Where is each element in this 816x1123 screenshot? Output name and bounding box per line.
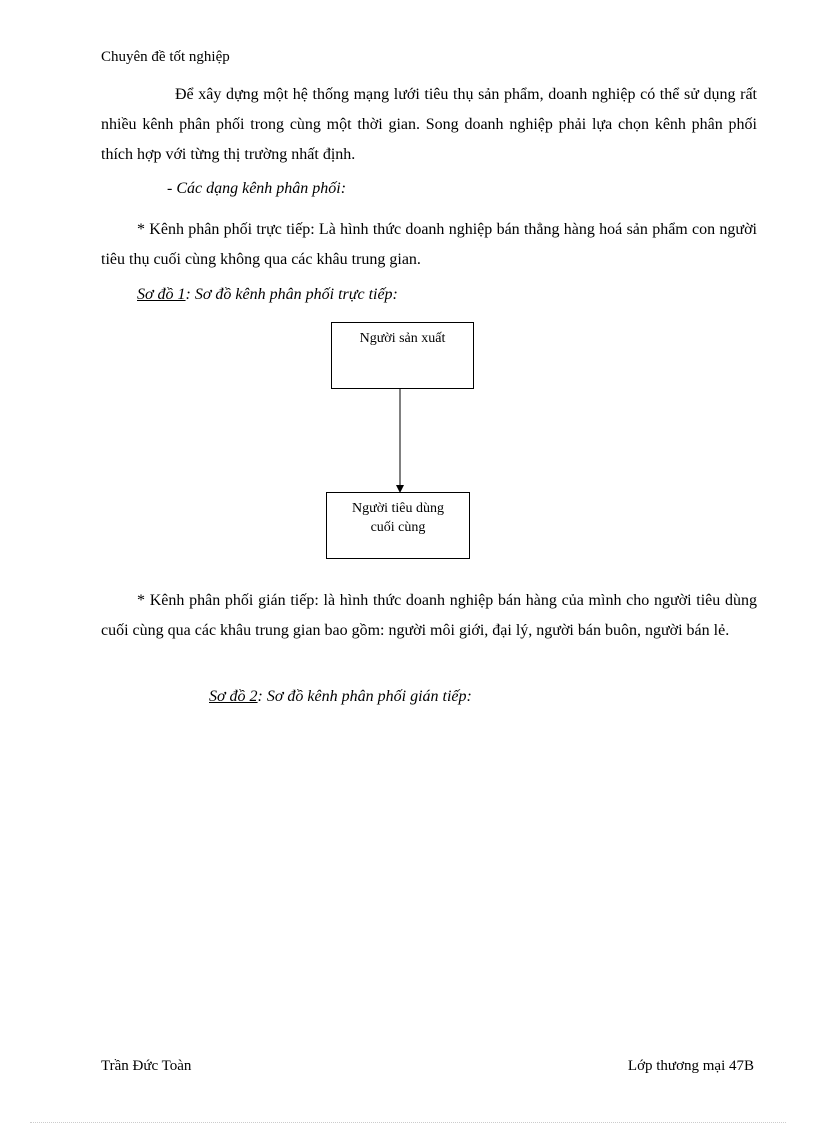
producer-label: Người sản xuất: [359, 331, 446, 346]
diagram1-caption: [137, 286, 398, 304]
diagram2-title: : Sơ đồ kênh phân phối gián tiếp:: [257, 688, 472, 705]
diagram1-label: Sơ đồ 1: [137, 286, 186, 303]
diagram2-label: Sơ đồ 2: [209, 688, 258, 705]
paragraph-indirect-channel: * Kênh phân phối gián tiếp: là hình thức doanh nghiệp bán hàng của mình cho người tiêu dùng cuối cùng qua các khâu trung gian bao gồm: người môi giới, đại lý, người bán buôn, người bán lẻ.: [101, 592, 757, 639]
footer-class: Lớp thương mại 47B: [627, 1058, 754, 1074]
paragraph-intro: Để xây dựng một hệ thống mạng lưới tiêu thụ sản phẩm, doanh nghiệp có thể sử dụng rất nhiều kênh phân phối trong cùng một thời gian. Song doanh nghiệp phải lựa chọn kênh phân phối thích hợp với từng thị trường nhất định.: [101, 86, 757, 163]
subheading-channel-types: - Các dạng kênh phân phối:: [167, 180, 347, 197]
arrow-down-icon: [390, 388, 410, 494]
consumer-box: [326, 492, 470, 559]
diagram1-title: : Sơ đồ kênh phân phối trực tiếp:: [185, 286, 398, 303]
diagram2-caption: [209, 688, 472, 706]
consumer-label-line2: cuối cùng: [370, 520, 426, 535]
paragraph-direct-channel: * Kênh phân phối trực tiếp: Là hình thức doanh nghiệp bán thẳng hàng hoá sản phẩm con người tiêu thụ cuối cùng không qua các khâu trung gian.: [101, 221, 757, 268]
consumer-label-line1: Người tiêu dùng: [352, 501, 444, 516]
footer-author: Trần Đức Toàn: [101, 1058, 192, 1074]
page-header-title: Chuyên đề tốt nghiệp: [101, 49, 230, 65]
producer-box: [331, 322, 474, 389]
